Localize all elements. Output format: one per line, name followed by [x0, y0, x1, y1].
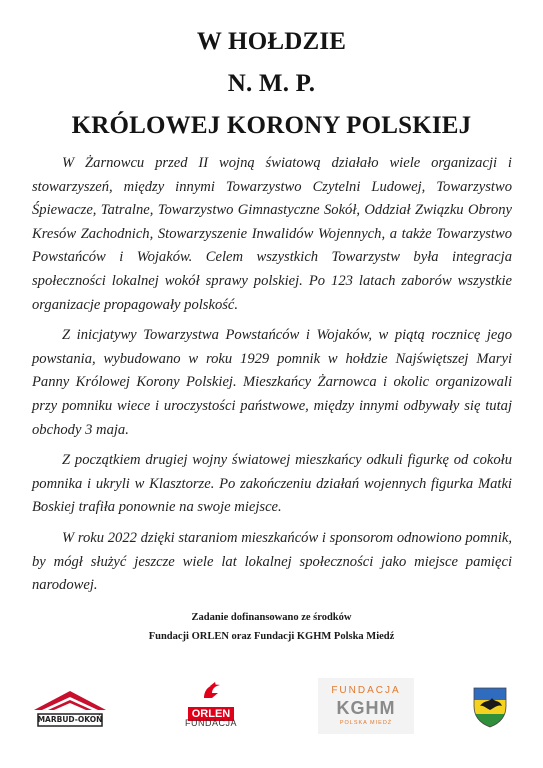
funding-line-1: Zadanie dofinansowano ze środków	[191, 612, 352, 623]
title-line-3: KRÓLOWEJ KORONY POLSKIEJ	[71, 112, 472, 139]
kghm-fundacja-text: FUNDACJA	[331, 685, 401, 696]
paragraph-4: W roku 2022 dzięki staraniom mieszkańców i sponsorom odnowiono pomnik, by mógł służyć jeszcze wiele lat lokalnej społeczności jako miejsce pamięci narodowej.	[32, 529, 512, 594]
kghm-sub-text: POLSKA MIEDŹ	[339, 720, 393, 726]
kghm-name-text: KGHM	[336, 698, 396, 718]
kghm-fundacja-logo	[318, 678, 414, 734]
body-text	[32, 152, 512, 605]
orlen-logo-text: ORLEN	[188, 707, 235, 721]
orlen-eagle-icon	[182, 680, 240, 702]
title-line-1: W HOŁDZIE	[196, 28, 347, 55]
paragraph-3: Z początkiem drugiej wojny światowej mieszkańcy odkuli figurkę od cokołu pomnika i ukryli w Klasztorze. Po zakończeniu działań wojennych figurka Matki Boskiej trafiła ponownie na swoje miejsce.	[32, 452, 512, 516]
orlen-fundacja-logo	[182, 680, 240, 732]
orlen-fundacja-text: FUNDACJA	[184, 718, 237, 728]
coat-of-arms-icon	[472, 686, 508, 728]
marbud-okon-logo	[32, 688, 108, 728]
funding-line-2: Fundacji ORLEN oraz Fundacji KGHM Polska Miedź	[148, 631, 395, 642]
marbud-logo-text: MARBUD-OKOŃ	[37, 715, 103, 724]
title-line-2: N. M. P.	[227, 70, 316, 97]
funding-note	[0, 608, 543, 646]
paragraph-1: W Żarnowcu przed II wojną światową działało wiele organizacji i stowarzyszeń, między innymi Towarzystwo Czytelni Ludowej, Towarzystwo Śpiewacze, Tatralne, Towarzystwo Gimnastyczne Sokół, Oddział Związku Obrony Kresów Zachodnich, Stowarzyszenie Inwalidów Wojennych, a także Towarzystwo Powstańców i Wojaków. Celem wszystkich Towarzystw była integracja społeczności lokalnej wokół sprawy polskiej. Po 123 latach zaborów wszystkie organizacje propagowały polskość.	[32, 155, 512, 313]
paragraph-2: Z inicjatywy Towarzystwa Powstańców i Wojaków, w piątą rocznicę jego powstania, wybudowano w roku 1929 pomnik w hołdzie Najświętszej Maryi Panny Królowej Korony Polskiej. Mieszkańcy Żarnowca i okolic organizowali przy pomniku wiece i uroczystości państwowe, między innymi odbywały się tutaj obchody 3 maja.	[32, 327, 512, 438]
